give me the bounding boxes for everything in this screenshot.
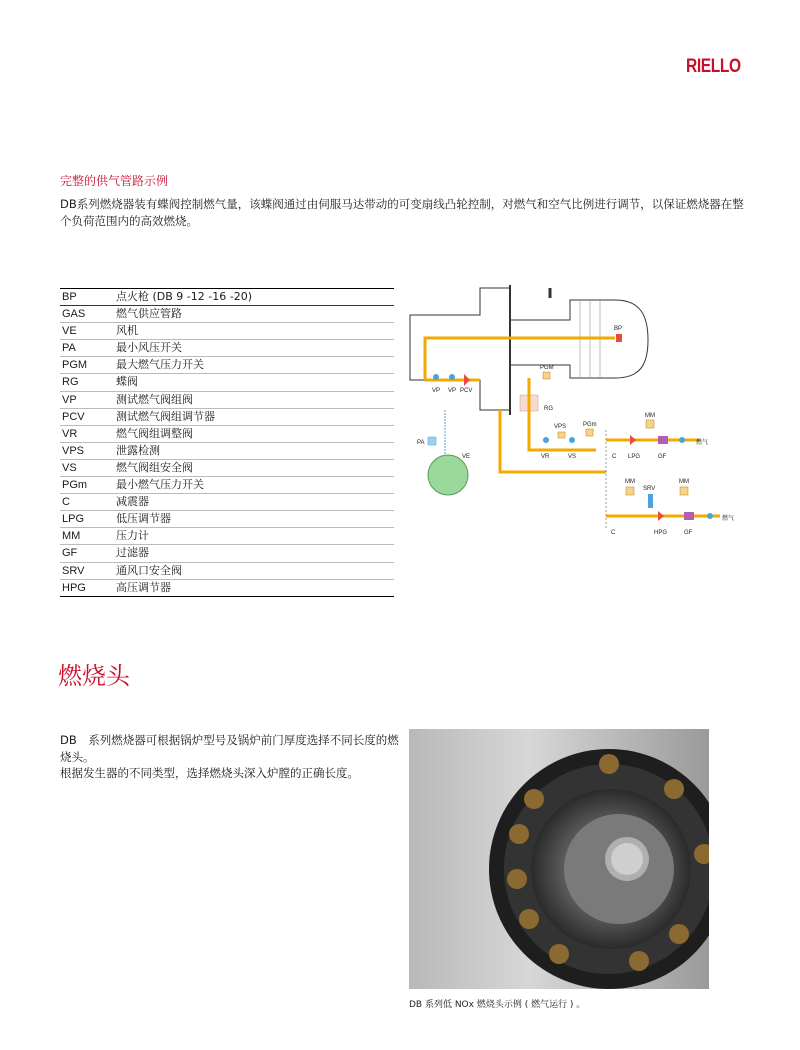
legend-code: BP xyxy=(62,291,77,303)
legend-row xyxy=(60,545,394,562)
legend-code: SRV xyxy=(62,564,85,577)
pgm-switch-icon xyxy=(543,372,550,379)
legend-desc: 通风口安全阀 xyxy=(116,563,182,577)
gf-filter-icon xyxy=(684,512,694,520)
legend-desc: 点火枪 (DB 9 -12 -16 -20) xyxy=(116,290,252,303)
legend-row xyxy=(60,340,394,357)
legend-desc: 压力计 xyxy=(116,529,149,543)
legend-code: VR xyxy=(62,427,78,440)
pgm-min-label: PGm xyxy=(583,422,597,428)
vps-label: VPS xyxy=(554,424,567,430)
legend-code: MM xyxy=(62,530,81,543)
legend-desc: 泄露检测 xyxy=(116,443,160,457)
legend-row xyxy=(60,392,394,409)
vp-valve-icon xyxy=(433,374,439,380)
legend-code: LPG xyxy=(62,513,85,526)
combustion-head-photo xyxy=(409,729,709,989)
gas-train-description: DB系列燃烧器装有蝶阀控制燃气量，该蝶阀通过由伺服马达带动的可变扇线凸轮控制，对燃气和空气比例进行调节，以保证燃烧器在整个负荷范围内的高效燃烧。 xyxy=(60,197,744,228)
vs-label: VS xyxy=(568,454,577,460)
mm-gauge-icon xyxy=(626,487,634,495)
gas2-label: 燃气 xyxy=(722,516,735,522)
rg-label: RG xyxy=(544,406,553,412)
combustion-head-paragraph-2: 根据发生器的不同类型，选择燃烧头深入炉膛的正确长度。 xyxy=(60,766,359,780)
legend-row xyxy=(60,563,394,580)
legend-row xyxy=(60,494,394,511)
srv-label: SRV xyxy=(643,486,656,492)
supply-pipe xyxy=(529,378,596,450)
mm-gauge-icon xyxy=(646,420,654,428)
mm3-label: MM xyxy=(679,479,689,485)
vr-label: VR xyxy=(541,454,550,460)
legend-code: GAS xyxy=(62,308,86,321)
legend-row xyxy=(60,443,394,460)
legend-row xyxy=(60,306,394,323)
legend-code: PGM xyxy=(62,359,88,372)
c1-label: C xyxy=(612,454,617,460)
combustion-head-paragraph-1: DB 系列燃烧器可根据锅炉型号及锅炉前门厚度选择不同长度的燃烧头。 xyxy=(60,733,399,764)
gas1-label: 燃气 xyxy=(696,440,709,446)
legend-desc: 燃气阀组安全阀 xyxy=(116,460,193,474)
combustion-head-title: 燃烧头 xyxy=(58,662,130,690)
bp-label: BP xyxy=(614,326,623,332)
pgm-min-switch-icon xyxy=(586,429,593,436)
legend-row xyxy=(60,477,394,494)
pa-switch-icon xyxy=(428,437,436,445)
gas-train-subtitle: 完整的供气管路示例 xyxy=(60,174,169,188)
gf1-label: GF xyxy=(658,454,667,460)
srv-valve-icon xyxy=(648,494,653,508)
legend-code: VS xyxy=(62,461,77,474)
c2-label: C xyxy=(611,530,616,536)
legend-row xyxy=(60,357,394,374)
riello-logo: RIELLO xyxy=(686,56,741,77)
legend-code: VPS xyxy=(62,444,85,457)
shutoff-valve-icon xyxy=(679,437,685,443)
legend-table xyxy=(60,288,394,597)
legend-code: PCV xyxy=(62,410,85,423)
legend-desc: 过滤器 xyxy=(116,546,149,560)
legend-code: C xyxy=(62,496,70,509)
legend-desc: 测试燃气阀组阀 xyxy=(116,392,193,406)
vs-valve-icon xyxy=(569,437,575,443)
legend-row xyxy=(60,511,394,528)
gf-filter-icon xyxy=(658,436,668,444)
legend-code: RG xyxy=(62,376,79,389)
gas-train-diagram xyxy=(400,280,770,540)
photo-caption: DB 系列低 NOx 燃烧头示例 ( 燃气运行 ) 。 xyxy=(409,1000,586,1010)
legend-row xyxy=(60,528,394,545)
legend-desc: 燃气供应管路 xyxy=(116,307,182,321)
hpg-regulator-icon xyxy=(658,511,664,521)
legend-row xyxy=(60,409,394,426)
legend-row xyxy=(60,580,394,596)
vp-valve-icon xyxy=(449,374,455,380)
bp-igniter xyxy=(616,334,622,342)
legend-desc: 最小燃气压力开关 xyxy=(116,478,204,492)
lpg-label: LPG xyxy=(628,454,641,460)
fan-icon xyxy=(428,454,471,495)
vr-valve-icon xyxy=(543,437,549,443)
legend-row xyxy=(60,289,394,306)
legend-code: VP xyxy=(62,393,77,406)
lpg-regulator-icon xyxy=(630,435,636,445)
pa-label: PA xyxy=(417,440,425,446)
legend-desc: 低压调节器 xyxy=(116,512,171,526)
mm1-label: MM xyxy=(645,413,655,419)
ve-label: VE xyxy=(462,454,471,460)
legend-row xyxy=(60,323,394,340)
vps-icon xyxy=(558,432,565,438)
legend-row xyxy=(60,460,394,477)
pgm-max-label: PGM xyxy=(540,365,554,371)
supply-pipe-lower xyxy=(500,410,606,472)
mm2-label: MM xyxy=(625,479,635,485)
legend-desc: 最大燃气压力开关 xyxy=(116,358,204,372)
shutoff-valve-icon xyxy=(707,513,713,519)
legend-desc: 高压调节器 xyxy=(116,580,171,594)
legend-code: PGm xyxy=(62,479,88,492)
legend-desc: 最小风压开关 xyxy=(116,341,182,355)
vp1-label: VP xyxy=(432,388,441,394)
legend-desc: 燃气阀组调整阀 xyxy=(116,426,193,440)
vp2-label: VP xyxy=(448,388,457,394)
combustion-head-text xyxy=(60,732,400,782)
pcv-label: PCV xyxy=(460,388,473,394)
legend-code: GF xyxy=(62,547,78,560)
legend-row xyxy=(60,374,394,391)
hpg-label: HPG xyxy=(654,530,668,536)
legend-code: HPG xyxy=(62,581,86,594)
legend-code: PA xyxy=(62,342,76,355)
legend-desc: 风机 xyxy=(116,324,138,338)
legend-code: VE xyxy=(62,325,77,338)
gf2-label: GF xyxy=(684,530,693,536)
legend-desc: 测试燃气阀组调节器 xyxy=(116,409,215,423)
legend-row xyxy=(60,426,394,443)
legend-desc: 蝶阀 xyxy=(116,375,138,389)
legend-desc: 减震器 xyxy=(116,495,149,509)
mm-gauge-icon xyxy=(680,487,688,495)
